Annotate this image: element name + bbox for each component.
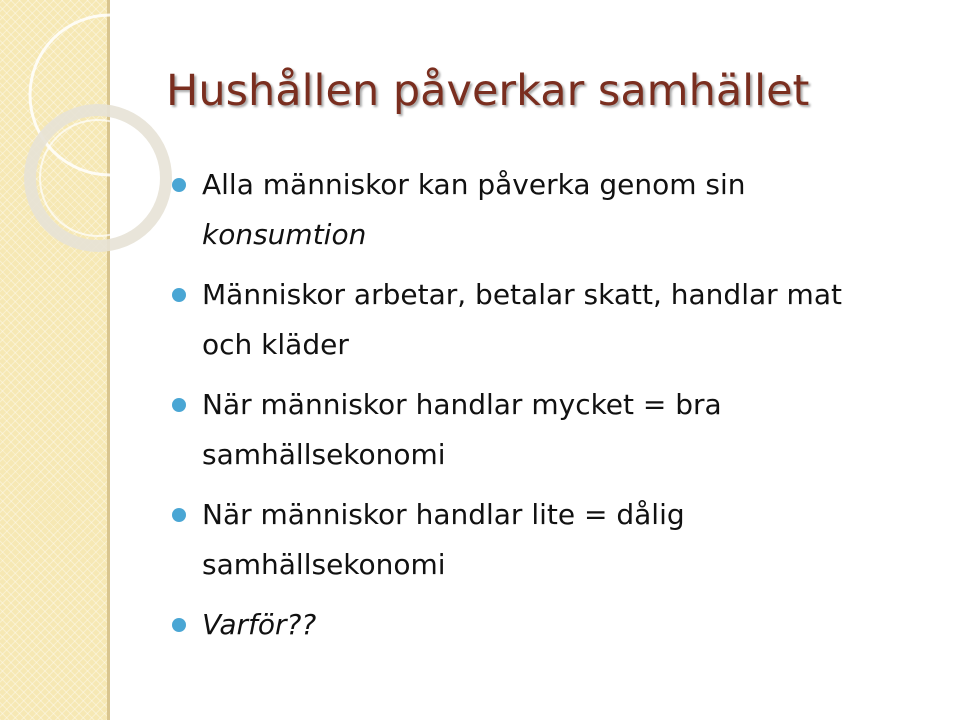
bullet-icon (172, 618, 186, 632)
bullet-item (170, 160, 870, 260)
bullet-item (170, 490, 870, 590)
bullet-text: När människor handlar lite = dålig samhällsekonomi (202, 498, 685, 581)
panel-divider (107, 0, 110, 720)
bullet-icon (172, 288, 186, 302)
bullet-icon (172, 398, 186, 412)
bullet-text: När människor handlar mycket = bra samhällsekonomi (202, 388, 722, 471)
bullet-list (170, 160, 870, 660)
slide-title: Hushållen påverkar samhället (166, 66, 810, 116)
bullet-item (170, 380, 870, 480)
bullet-item (170, 270, 870, 370)
bullet-icon (172, 178, 186, 192)
bullet-emphasis: konsumtion (202, 218, 367, 251)
bullet-item (170, 600, 870, 650)
bullet-text: Alla människor kan påverka genom sin (202, 168, 746, 201)
bullet-icon (172, 508, 186, 522)
side-decoration-panel (0, 0, 107, 720)
bullet-emphasis: Varför?? (202, 608, 317, 641)
bullet-text: Människor arbetar, betalar skatt, handlar mat och kläder (202, 278, 842, 361)
